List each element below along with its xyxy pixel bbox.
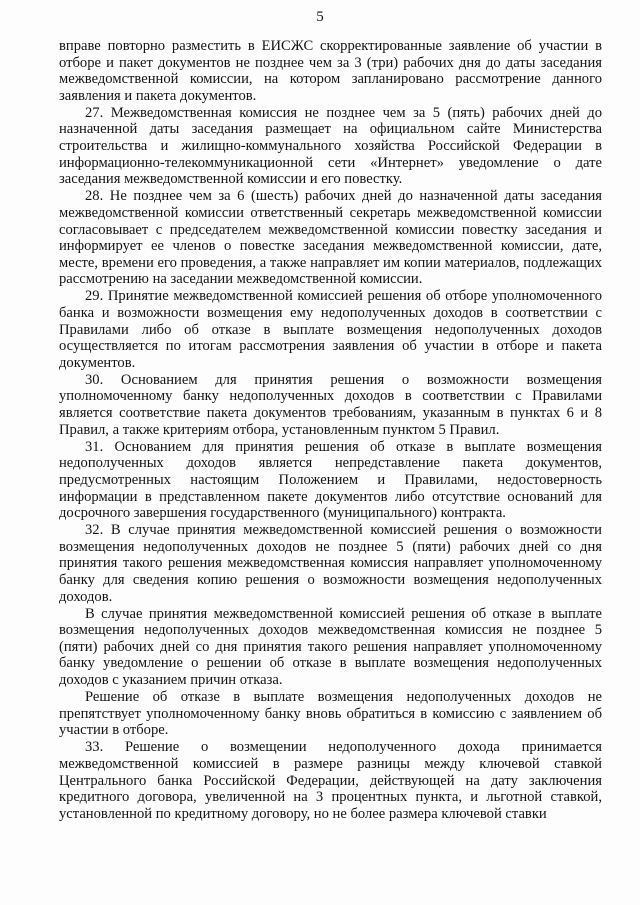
- paragraph-30: 30. Основанием для принятия решения о возможности возмещения уполномоченному банку недополученных доходов в соответствии с Правилами является соответствие пакета документов требованиям, указанным в пунктах 6 и 8 Правил, а также критериям отбора, установленным пунктом 5 Правил.: [59, 371, 602, 438]
- paragraph-31: 31. Основанием для принятия решения об отказе в выплате возмещения недополученных доходов является непредставление пакета документов, предусмотренных настоящим Положением и Правилами, недостоверность информации в представленном пакете документов либо отсутствие оснований для досрочного завершения государственного (муниципального) контракта.: [59, 438, 602, 522]
- paragraph-32-reapply: Решение об отказе в выплате возмещения недополученных доходов не препятствует уполномоченному банку вновь обратиться в комиссию с заявлением об участии в отборе.: [59, 689, 602, 739]
- paragraph-32-refusal: В случае принятия межведомственной комиссией решения об отказе в выплате возмещения недополученных доходов межведомственная комиссия не позднее 5 (пяти) рабочих дней со дня принятия такого решения направляет уполномоченному банку уведомление о решении об отказе в выплате возмещения недополученных доходов с указанием причин отказа.: [59, 605, 602, 689]
- document-body: [59, 38, 602, 822]
- paragraph-33: 33. Решение о возмещении недополученного дохода принимается межведомственной комиссией в размере разницы между ключевой ставкой Центрального банка Российской Федерации, действующей на дату заключения кредитного договора, увеличенной на 3 процентных пункта, и льготной ставкой, установленной по кредитному договору, но не более размера ключевой ставки: [59, 739, 602, 822]
- page-number: 5: [316, 9, 324, 25]
- paragraph-29: 29. Принятие межведомственной комиссией решения об отборе уполномоченного банка и возможности возмещения ему недополученных доходов в соответствии с Правилами либо об отказе в выплате возмещения недополученных доходов осуществляется по итогам рассмотрения заявления об участии в отборе и пакета документов.: [59, 288, 602, 371]
- paragraph-32: 32. В случае принятия межведомственной комиссией решения о возможности возмещения недополученных доходов не позднее 5 (пяти) рабочих дней со дня принятия такого решения межведомственная комиссия направляет уполномоченному банку для сведения копию решения о возможности возмещения недополученных доходов.: [59, 522, 602, 605]
- paragraph-28: 28. Не позднее чем за 6 (шесть) рабочих дней до назначенной даты заседания межведомственной комиссии ответственный секретарь межведомственной комиссии согласовывает с председателем межведомственной комиссии повестку заседания и информирует ее членов о повестке заседания межведомственной комиссии, дате, месте, времени его проведения, а также направляет им копии материалов, подлежащих рассмотрению на заседании межведомственной комиссии.: [59, 188, 602, 288]
- paragraph-27: 27. Межведомственная комиссия не позднее чем за 5 (пять) рабочих дней до назначенной даты заседания размещает на официальном сайте Министерства строительства и жилищно-коммунального хозяйства Российской Федерации в информационно-телекоммуникационной сети «Интернет» уведомление о дате заседания межведомственной комиссии и его повестку.: [59, 104, 602, 188]
- paragraph-continuation: вправе повторно разместить в ЕИСЖС скорректированные заявление об участии в отборе и пакет документов не позднее чем за 3 (три) рабочих дня до даты заседания межведомственной комиссии, на котором запланировано рассмотрение данного заявления и пакета документов.: [59, 38, 602, 104]
